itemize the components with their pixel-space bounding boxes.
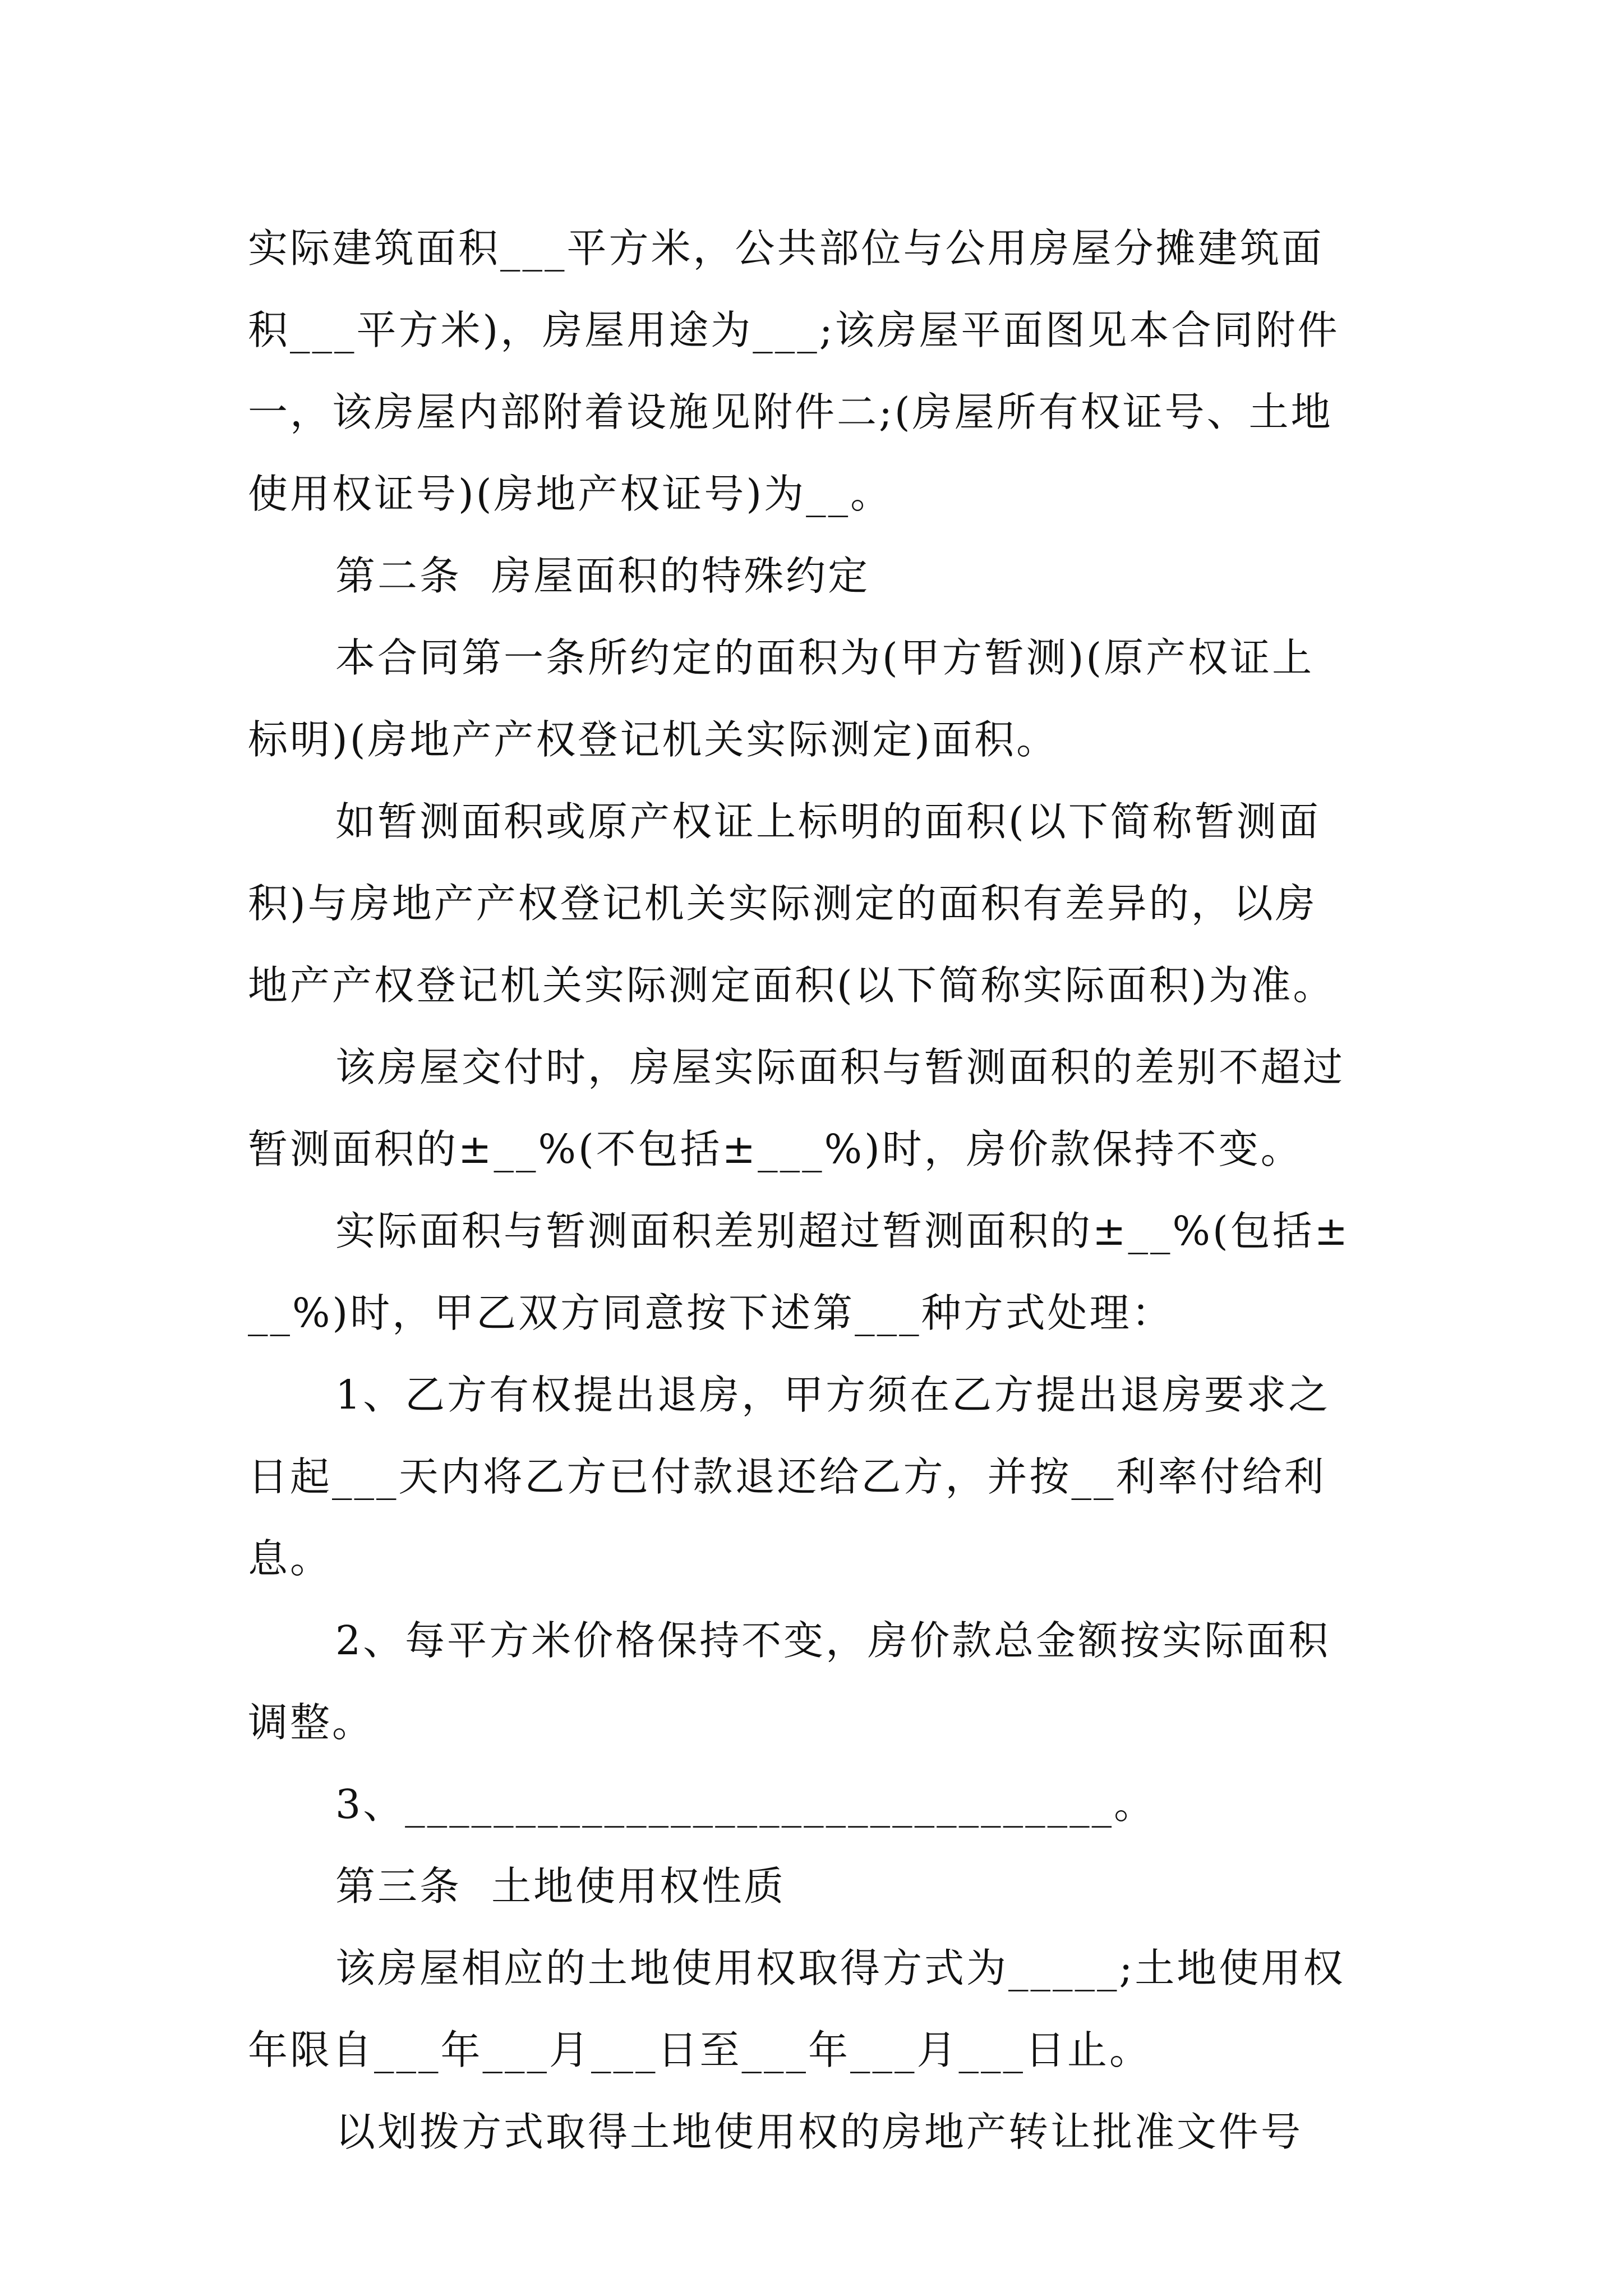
- text-line: 日起___天内将乙方已付款退还给乙方，并按__利率付给利: [248, 1453, 1326, 1500]
- text-line: 3、________________________________。: [335, 1781, 1156, 1828]
- section-heading: 第二条 房屋面积的特殊约定: [335, 553, 870, 599]
- contract-text: [248, 208, 1392, 2173]
- text-line: 2、每平方米价格保持不变，房价款总金额按实际面积: [335, 1617, 1331, 1664]
- text-line: 实际面积与暂测面积差别超过暂测面积的±__%(包括±: [335, 1208, 1350, 1254]
- text-line: 该房屋交付时，房屋实际面积与暂测面积的差别不超过: [335, 1044, 1345, 1091]
- text-line: 该房屋相应的土地使用权取得方式为_____;土地使用权: [335, 1945, 1345, 1991]
- text-line: 本合同第一条所约定的面积为(甲方暂测)(原产权证上: [335, 634, 1315, 681]
- text-line: 以划拨方式取得土地使用权的房地产转让批准文件号: [335, 2109, 1303, 2155]
- text-line: 积___平方米)，房屋用途为___;该房屋平面图见本合同附件: [248, 307, 1340, 353]
- text-line: 调整。: [248, 1699, 375, 1746]
- text-line: 年限自___年___月___日至___年___月___日止。: [248, 2027, 1152, 2073]
- text-line: 积)与房地产产权登记机关实际测定的面积有差异的，以房: [248, 880, 1317, 927]
- text-line: 如暂测面积或原产权证上标明的面积(以下简称暂测面: [335, 798, 1321, 845]
- text-line: 1、乙方有权提出退房，甲方须在乙方提出退房要求之: [335, 1372, 1331, 1418]
- text-line: 息。: [248, 1535, 333, 1582]
- text-line: 使用权证号)(房地产权证号)为__。: [248, 471, 893, 517]
- text-line: 实际建筑面积___平方米，公共部位与公用房屋分摊建筑面: [248, 225, 1324, 272]
- text-line: 地产产权登记机关实际测定面积(以下简称实际面积)为准。: [248, 962, 1335, 1009]
- text-line: 一，该房屋内部附着设施见附件二;(房屋所有权证号、土地: [248, 389, 1333, 435]
- text-line: 标明)(房地产产权登记机关实际测定)面积。: [248, 716, 1059, 763]
- text-line: __%)时，甲乙双方同意按下述第___种方式处理：: [248, 1290, 1174, 1336]
- text-line: 暂测面积的±__%(不包括±___%)时，房价款保持不变。: [248, 1126, 1303, 1172]
- section-heading: 第三条 土地使用权性质: [335, 1863, 786, 1910]
